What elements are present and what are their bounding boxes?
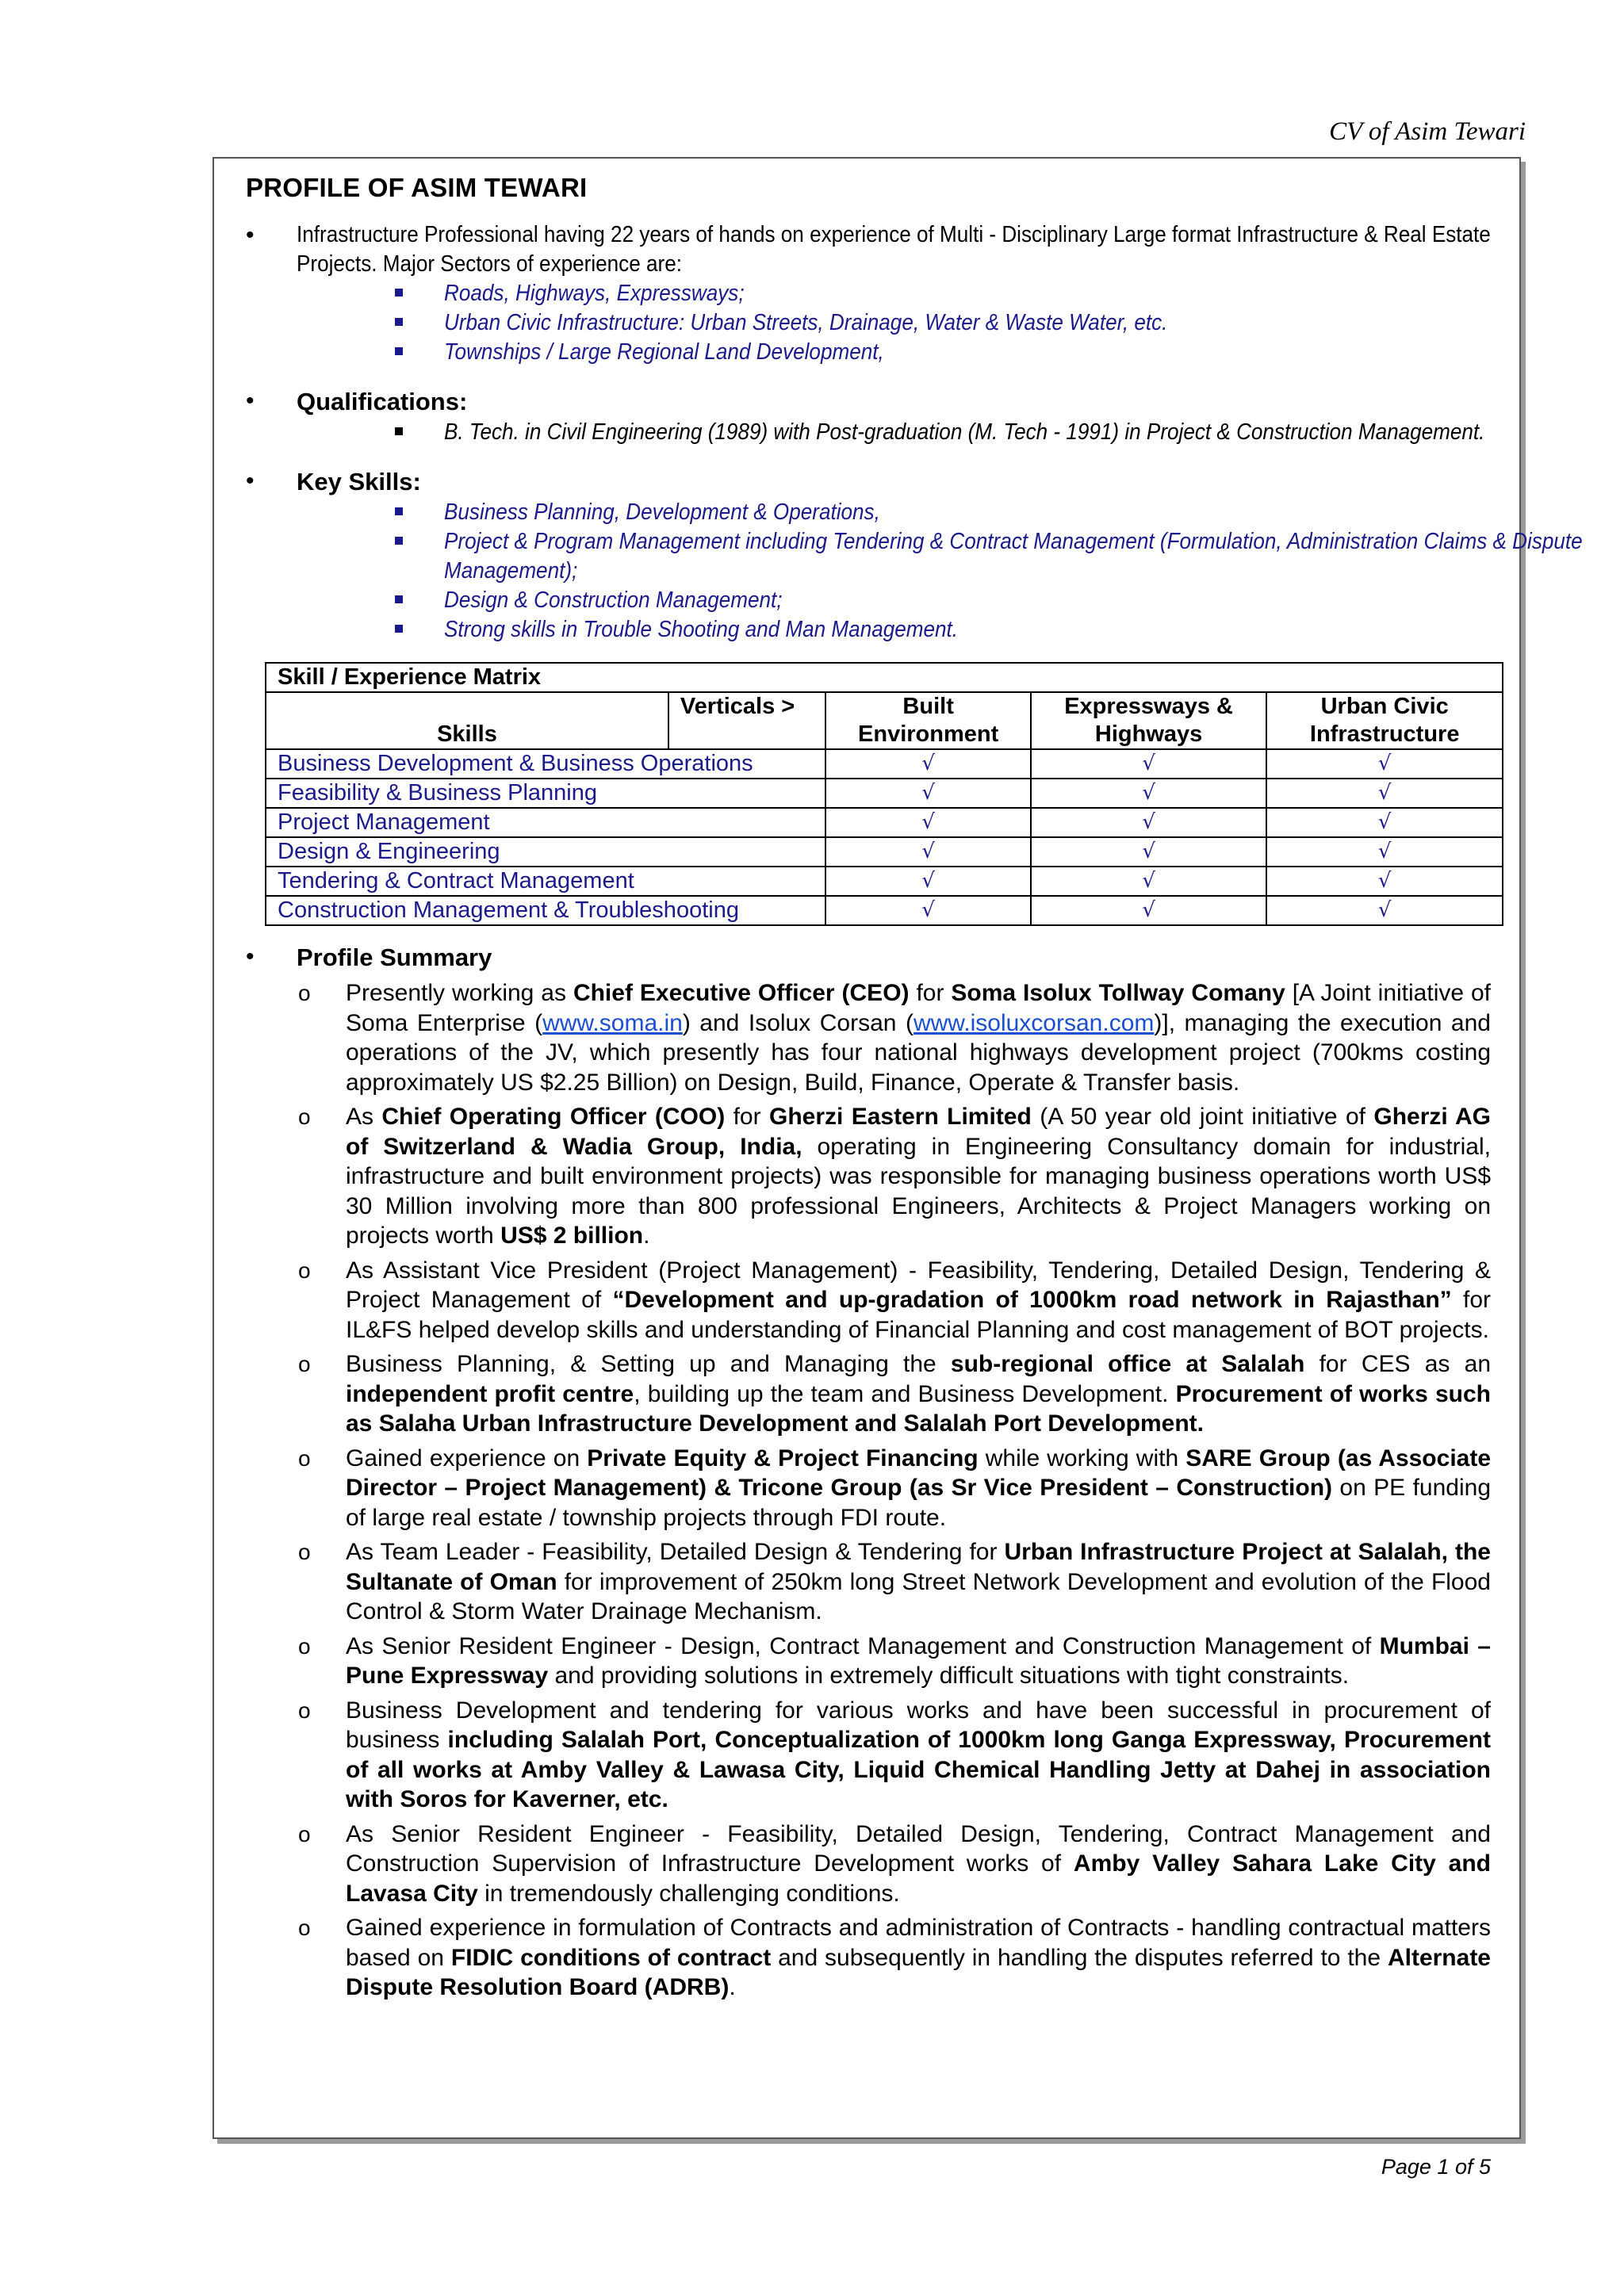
text-segment: operating in Engineering Consultancy domain for industrial, infrastructure and built environment projects) was responsible for managing business operations worth US$ 30 Million involving more than 800 professional Engineers, Architects & Project Managers working on projects worth (346, 1133, 1491, 1249)
qualifications-section (246, 386, 1491, 418)
list-item: Strong skills in Trouble Shooting and Man Management. (246, 615, 1491, 645)
key-skills-section (246, 466, 1491, 498)
text-segment: Business Development and tendering for various works and have been successful in procurement of business (346, 1697, 1491, 1753)
text-segment: As (346, 1104, 382, 1130)
square-bullet-icon (395, 595, 403, 603)
column-header: Built Environment (825, 692, 1030, 749)
bold-text: Soma Isolux Tollway Comany (951, 980, 1285, 1006)
bold-text: independent profit centre (346, 1380, 634, 1407)
square-bullet-icon (395, 537, 403, 545)
square-bullet-icon (395, 625, 403, 633)
text-segment: . (643, 1223, 650, 1249)
text-segment: on PE funding of large real estate / township projects through FDI route. (346, 1475, 1492, 1531)
skill-cell: Design & Engineering (266, 837, 825, 867)
table-row (266, 896, 1503, 925)
text-segment: [A Joint initiative of Soma Enterprise ( (346, 980, 1491, 1036)
check-icon: √ (825, 749, 1030, 779)
bold-text: Chief Executive Officer (CEO) (573, 980, 910, 1006)
intro-section (246, 220, 1491, 279)
bold-text: Chief Operating Officer (COO) (381, 1104, 726, 1130)
circle-bullet-icon: o (298, 1352, 311, 1376)
check-icon: √ (1031, 779, 1266, 808)
list-item: Urban Civic Infrastructure: Urban Streets, Drainage, Water & Waste Water, etc. (246, 308, 1491, 338)
verticals-header: Verticals > (668, 692, 826, 749)
square-bullet-icon (395, 347, 403, 355)
bold-text: Amby Valley Sahara Lake City and Lavasa City (346, 1850, 1491, 1907)
text-segment: for CES as an (1304, 1351, 1492, 1377)
document-header: CV of Asim Tewari (1329, 117, 1526, 146)
bullet-icon: • (246, 388, 255, 414)
bold-text: “Development and up-gradation of 1000km road network in Rajasthan” (612, 1287, 1452, 1313)
text-segment: As Senior Resident Engineer - Design, Contract Management and Construction Management of (346, 1632, 1380, 1659)
intro-text: Infrastructure Professional having 22 years of hands on experience of Multi - Disciplinary Large format Infrastructure & Real Estate Projects. Major Sectors of experience are: (297, 222, 1491, 277)
page-number: Page 1 of 5 (1381, 2155, 1491, 2179)
bullet-icon: • (246, 943, 255, 970)
square-bullet-icon (395, 318, 403, 326)
text-segment: Gained experience on (346, 1445, 588, 1471)
summary-item (246, 1913, 1491, 2003)
check-icon: √ (1266, 749, 1503, 779)
circle-bullet-icon: o (298, 1821, 311, 1846)
check-icon: √ (825, 808, 1030, 837)
skill-matrix-table (265, 662, 1503, 926)
bold-text: Gherzi Eastern Limited (768, 1104, 1032, 1130)
square-bullet-icon (395, 507, 403, 515)
bold-text: SARE Group (as Associate Director – Project Management) & Tricone Group (as Sr Vice President – Construction) (346, 1445, 1492, 1501)
summary-item (246, 1537, 1491, 1627)
list-item: B. Tech. in Civil Engineering (1989) with Post-graduation (M. Tech - 1991) in Project & Construction Management. (246, 418, 1491, 447)
column-header: Expressways & Highways (1031, 692, 1266, 749)
bold-text: US$ 2 billion (500, 1223, 644, 1249)
text-segment: Business Planning, & Setting up and Managing the (346, 1351, 951, 1377)
table-row (266, 749, 1503, 779)
profile-summary-list (246, 978, 1491, 2003)
bold-text: Procurement of works such as Salaha Urban Infrastructure Development and Salalah Port Development. (346, 1380, 1491, 1437)
bold-text: Alternate Dispute Resolution Board (ADRB) (346, 1944, 1491, 2000)
check-icon: √ (825, 896, 1030, 925)
check-icon: √ (1031, 896, 1266, 925)
check-icon: √ (1031, 837, 1266, 867)
key-skills-list (246, 498, 1583, 645)
summary-item (246, 1632, 1491, 1691)
text-segment: . (729, 1974, 736, 2000)
profile-summary-title: Profile Summary (297, 943, 492, 971)
text-segment: in tremendously challenging conditions. (477, 1880, 900, 1907)
list-item: Design & Construction Management; (246, 586, 1491, 615)
summary-item (246, 1444, 1491, 1533)
circle-bullet-icon: o (298, 1257, 311, 1283)
check-icon: √ (1266, 837, 1503, 867)
qualifications-title: Qualifications: (297, 388, 468, 415)
skills-header: Skills (266, 692, 668, 749)
summary-item (246, 1696, 1491, 1815)
text-segment: )], managing the execution and operations of the JV, which presently has four national highways development project (700kms costing approximately US $2.25 Billion) on Design, Build, Finance, Operate & Transfer basis. (346, 1009, 1491, 1096)
list-item: Townships / Large Regional Land Development, (246, 338, 1491, 367)
qualifications-list (246, 418, 1491, 447)
square-bullet-icon (395, 289, 403, 297)
circle-bullet-icon: o (298, 1633, 311, 1659)
summary-item (246, 1349, 1491, 1439)
circle-bullet-icon: o (298, 1697, 311, 1723)
list-item: Roads, Highways, Expressways; (246, 279, 1491, 308)
text-segment: As Team Leader - Feasibility, Detailed Design & Tendering for (346, 1539, 1005, 1565)
bullet-icon: • (246, 468, 255, 494)
sector-list (246, 279, 1491, 367)
matrix-title: Skill / Experience Matrix (266, 663, 1503, 692)
list-item: Business Planning, Development & Operations, (246, 498, 1491, 527)
page-title: PROFILE OF ASIM TEWARI (246, 173, 588, 202)
column-header: Urban Civic Infrastructure (1266, 692, 1503, 749)
text-segment: and providing solutions in extremely difficult situations with tight constraints. (548, 1663, 1350, 1689)
skill-cell: Project Management (266, 808, 825, 837)
circle-bullet-icon: o (298, 1540, 311, 1564)
table-row (266, 808, 1503, 837)
circle-bullet-icon: o (298, 1104, 311, 1129)
skill-cell: Construction Management & Troubleshooting (266, 896, 825, 925)
bold-text: Urban Infrastructure Project at Salalah, the Sultanate of Oman (346, 1539, 1491, 1595)
circle-bullet-icon: o (298, 1915, 311, 1940)
table-row (266, 779, 1503, 808)
text-segment: while working with (978, 1445, 1186, 1471)
check-icon: √ (1031, 808, 1266, 837)
table-row (266, 837, 1503, 867)
check-icon: √ (1266, 808, 1503, 837)
circle-bullet-icon: o (298, 1445, 311, 1471)
text-segment: As Assistant Vice President (Project Management) - Feasibility, Tendering, Detailed Design, Tendering & Project Management of (346, 1257, 1491, 1313)
check-icon: √ (1266, 779, 1503, 808)
website-link[interactable]: www.soma.in (542, 1009, 683, 1036)
circle-bullet-icon: o (298, 981, 311, 1005)
text-segment: As Senior Resident Engineer - Feasibility, Detailed Design, Tendering, Contract Management and Construction Supervision of Infrastructure Development works of (346, 1820, 1491, 1877)
profile-summary-section (246, 942, 1491, 974)
text-segment: Gained experience in formulation of Contracts and administration of Contracts - handling contractual matters based on (346, 1915, 1491, 1971)
summary-item (246, 978, 1491, 1097)
text-segment: ) and Isolux Corsan ( (682, 1009, 914, 1036)
cv-content (246, 173, 1583, 2007)
text-segment: for (909, 980, 952, 1006)
table-row (266, 867, 1503, 896)
check-icon: √ (1266, 867, 1503, 896)
text-segment: (A 50 year old joint initiative of (1031, 1104, 1374, 1130)
summary-item (246, 1820, 1491, 1909)
check-icon: √ (825, 867, 1030, 896)
text-segment: for IL&FS helped develop skills and understanding of Financial Planning and cost management of BOT projects. (346, 1287, 1491, 1343)
summary-item (246, 1256, 1491, 1345)
square-bullet-icon (395, 427, 403, 435)
bullet-icon: • (246, 222, 255, 248)
text-segment: for (725, 1104, 769, 1130)
bold-text: FIDIC conditions of contract (450, 1944, 772, 1971)
check-icon: √ (825, 779, 1030, 808)
website-link[interactable]: www.isoluxcorsan.com (913, 1009, 1155, 1036)
text-segment: Presently working as (346, 980, 573, 1006)
bold-text: sub-regional office at Salalah (950, 1351, 1305, 1377)
text-segment: for improvement of 250km long Street Network Development and evolution of the Flood Control & Storm Water Drainage Mechanism. (346, 1568, 1491, 1624)
check-icon: √ (1031, 749, 1266, 779)
bold-text: Gherzi AG of Switzerland & Wadia Group, India, (346, 1104, 1492, 1160)
key-skills-title: Key Skills: (297, 468, 421, 496)
bold-text: Mumbai – Pune Expressway (346, 1632, 1491, 1689)
skill-cell: Feasibility & Business Planning (266, 779, 825, 808)
summary-item (246, 1102, 1491, 1251)
skill-cell: Tendering & Contract Management (266, 867, 825, 896)
text-segment: and subsequently in handling the disputes referred to the (771, 1944, 1388, 1971)
check-icon: √ (1031, 867, 1266, 896)
skill-cell: Business Development & Business Operations (266, 749, 825, 779)
text-segment: , building up the team and Business Development. (634, 1380, 1176, 1407)
bold-text: Private Equity & Project Financing (587, 1445, 979, 1471)
list-item: Project & Program Management including Tendering & Contract Management (Formulation, Administration Claims & Dispute Management); (246, 527, 1491, 586)
check-icon: √ (825, 837, 1030, 867)
bold-text: including Salalah Port, Conceptualization of 1000km long Ganga Expressway, Procurement of all works at Amby Valley & Lawasa City, Liquid Chemical Handling Jetty at Dahej in association with Soros for Kaverner, etc. (346, 1727, 1491, 1812)
check-icon: √ (1266, 896, 1503, 925)
